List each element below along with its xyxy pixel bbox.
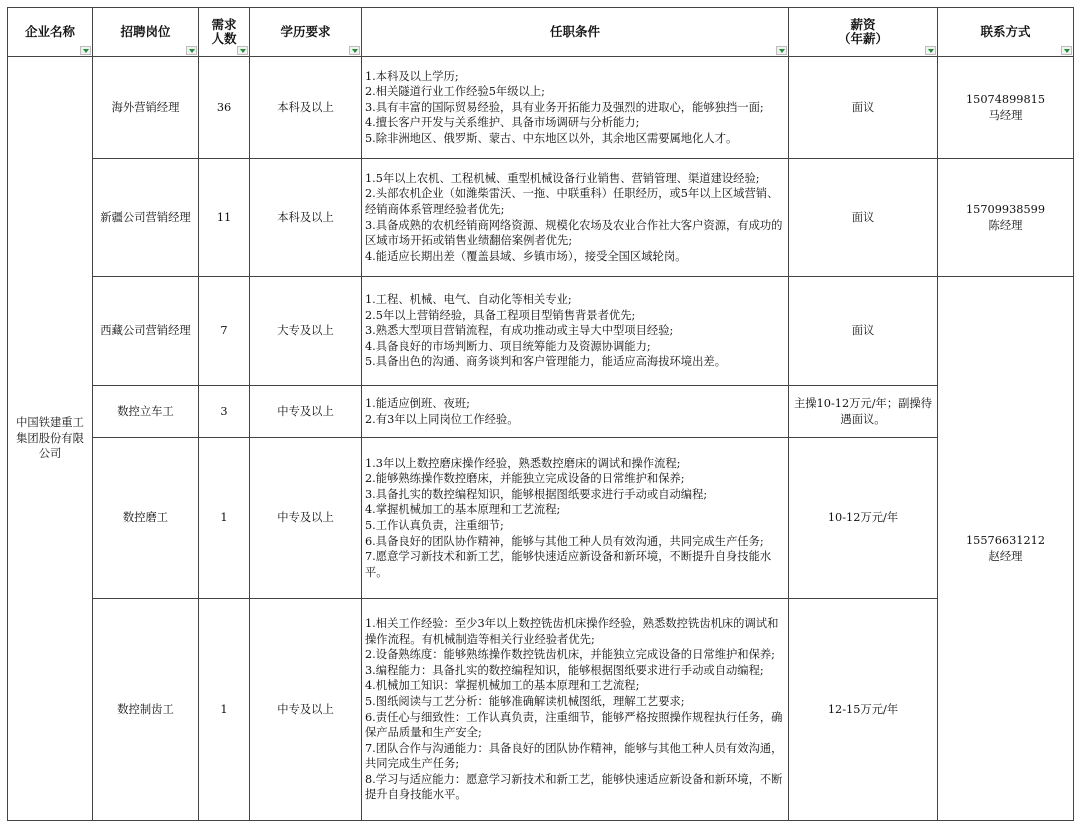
condition-item: 1.相关工作经验：至少3年以上数控铣齿机床操作经验，熟悉数控铣齿机床的调试和操作流程。有机械制造等相关行业经验者优先; (365, 616, 779, 646)
table-row (8, 386, 1074, 438)
table-row (8, 159, 1074, 277)
conditions-cell (362, 159, 789, 277)
salary-cell: 面议 (789, 159, 938, 277)
filter-dropdown-icon[interactable] (1061, 46, 1072, 55)
count-cell: 7 (199, 277, 250, 386)
table-row (8, 438, 1074, 599)
contact-cell: 15709938599 陈经理 (938, 159, 1074, 277)
conditions-cell (362, 599, 789, 821)
condition-item: 3.编程能力：具备扎实的数控编程知识，能够根据图纸要求进行手动或自动编程; (365, 663, 764, 677)
education-cell: 中专及以上 (250, 386, 362, 438)
count-cell: 1 (199, 599, 250, 821)
header-contact: 联系方式 (938, 8, 1074, 57)
recruitment-table (7, 7, 1074, 821)
condition-item: 4.能适应长期出差（覆盖县域、乡镇市场），接受全国区域轮岗。 (365, 249, 687, 263)
filter-dropdown-icon[interactable] (237, 46, 248, 55)
education-cell: 本科及以上 (250, 159, 362, 277)
count-cell: 11 (199, 159, 250, 277)
condition-item: 4.具备良好的市场判断力、项目统筹能力及资源协调能力; (365, 339, 651, 353)
filter-dropdown-icon[interactable] (186, 46, 197, 55)
filter-dropdown-icon[interactable] (80, 46, 91, 55)
condition-item: 1.3年以上数控磨床操作经验，熟悉数控磨床的调试和操作流程; (365, 456, 681, 470)
condition-item: 1.能适应倒班、夜班; (365, 396, 470, 410)
header-salary: 薪资 （年薪） (789, 8, 938, 57)
table-row (8, 599, 1074, 821)
condition-item: 2.相关隧道行业工作经验5年级以上; (365, 85, 545, 99)
condition-item: 2.有3年以上同岗位工作经验。 (365, 412, 519, 426)
conditions-cell (362, 438, 789, 599)
condition-item: 3.具备扎实的数控编程知识，能够根据图纸要求进行手动或自动编程; (365, 487, 708, 501)
salary-cell: 12-15万元/年 (789, 599, 938, 821)
condition-item: 2.设备熟练度：能够熟练操作数控铣齿机床，并能独立完成设备的日常维护和保养; (365, 648, 775, 662)
condition-item: 2.能够熟练操作数控磨床，并能独立完成设备的日常维护和保养; (365, 472, 685, 486)
position-cell: 数控磨工 (93, 438, 199, 599)
condition-item: 3.具有丰富的国际贸易经验，具有业务开拓能力及强烈的进取心，能够独挡一面; (365, 100, 764, 114)
company-name-cell: 中国铁建重工 集团股份有限 公司 (8, 57, 93, 821)
salary-cell: 10-12万元/年 (789, 438, 938, 599)
condition-item: 1.工程、机械、电气、自动化等相关专业; (365, 293, 572, 307)
condition-item: 7.团队合作与沟通能力：具备良好的团队协作精神，能够与其他工种人员有效沟通，共同完成生产任务; (365, 741, 783, 771)
condition-item: 1.本科及以上学历; (365, 69, 459, 83)
condition-item: 5.除非洲地区、俄罗斯、蒙古、中东地区以外，其余地区需要属地化人才。 (365, 131, 738, 145)
header-education: 学历要求 (250, 8, 362, 57)
condition-item: 5.工作认真负责，注重细节; (365, 519, 504, 532)
conditions-cell (362, 277, 789, 386)
position-cell: 新疆公司营销经理 (93, 159, 199, 277)
table-row (8, 277, 1074, 386)
header-conditions: 任职条件 (362, 8, 789, 57)
condition-item: 3.具备成熟的农机经销商网络资源、规模化农场及农业合作社大客户资源，有成功的区域市场开拓或销售业绩翻倍案例者优先; (365, 218, 783, 248)
condition-item: 6.责任心与细致性：工作认真负责，注重细节，能够严格按照操作规程执行任务，确保产品质量和生产安全; (365, 710, 783, 740)
education-cell: 大专及以上 (250, 277, 362, 386)
education-cell: 中专及以上 (250, 438, 362, 599)
filter-dropdown-icon[interactable] (776, 46, 787, 55)
position-cell: 数控立车工 (93, 386, 199, 438)
contact-cell: 15074899815 马经理 (938, 57, 1074, 159)
conditions-cell (362, 57, 789, 159)
count-cell: 3 (199, 386, 250, 438)
condition-item: 4.擅长客户开发与关系维护、具备市场调研与分析能力; (365, 116, 640, 130)
education-cell: 中专及以上 (250, 599, 362, 821)
position-cell: 数控制齿工 (93, 599, 199, 821)
header-company: 企业名称 (8, 8, 93, 57)
condition-item: 3.熟悉大型项目营销流程，有成功推动或主导大中型项目经验; (365, 324, 674, 338)
position-cell: 海外营销经理 (93, 57, 199, 159)
condition-item: 7.愿意学习新技术和新工艺，能够快速适应新设备和新环境，不断提升自身技能水平。 (365, 550, 772, 579)
condition-item: 6.具备良好的团队协作精神，能够与其他工种人员有效沟通，共同完成生产任务; (365, 534, 764, 548)
education-cell: 本科及以上 (250, 57, 362, 159)
condition-item: 5.具备出色的沟通、商务谈判和客户管理能力，能适应高海拔环境出差。 (365, 355, 726, 369)
filter-dropdown-icon[interactable] (925, 46, 936, 55)
salary-cell: 主操10-12万元/年；副操待遇面议。 (789, 386, 938, 438)
condition-item: 2.5年以上营销经验，具备工程项目型销售背景者优先; (365, 308, 636, 322)
condition-item: 4.掌握机械加工的基本原理和工艺流程; (365, 503, 561, 517)
condition-item: 1.5年以上农机、工程机械、重型机械设备行业销售、营销管理、渠道建设经验; (365, 171, 760, 185)
count-cell: 36 (199, 57, 250, 159)
condition-item: 5.图纸阅读与工艺分析：能够准确解读机械图纸，理解工艺要求; (365, 694, 685, 708)
filter-dropdown-icon[interactable] (349, 46, 360, 55)
position-cell: 西藏公司营销经理 (93, 277, 199, 386)
contact-cell: 15576631212 赵经理 (938, 277, 1074, 821)
condition-item: 4.机械加工知识：掌握机械加工的基本原理和工艺流程; (365, 679, 640, 693)
header-position: 招聘岗位 (93, 8, 199, 57)
header-count: 需求 人数 (199, 8, 250, 57)
count-cell: 1 (199, 438, 250, 599)
salary-cell: 面议 (789, 57, 938, 159)
table-row (8, 57, 1074, 159)
conditions-cell (362, 386, 789, 438)
salary-cell: 面议 (789, 277, 938, 386)
condition-item: 2.头部农机企业（如潍柴雷沃、一拖、中联重科）任职经历，或5年以上区域营销、经销商体系管理经验者优先; (365, 187, 779, 216)
condition-item: 8.学习与适应能力：愿意学习新技术和新工艺，能够快速适应新设备和新环境，不断提升自身技能水平。 (365, 772, 783, 802)
header-row (8, 8, 1074, 57)
